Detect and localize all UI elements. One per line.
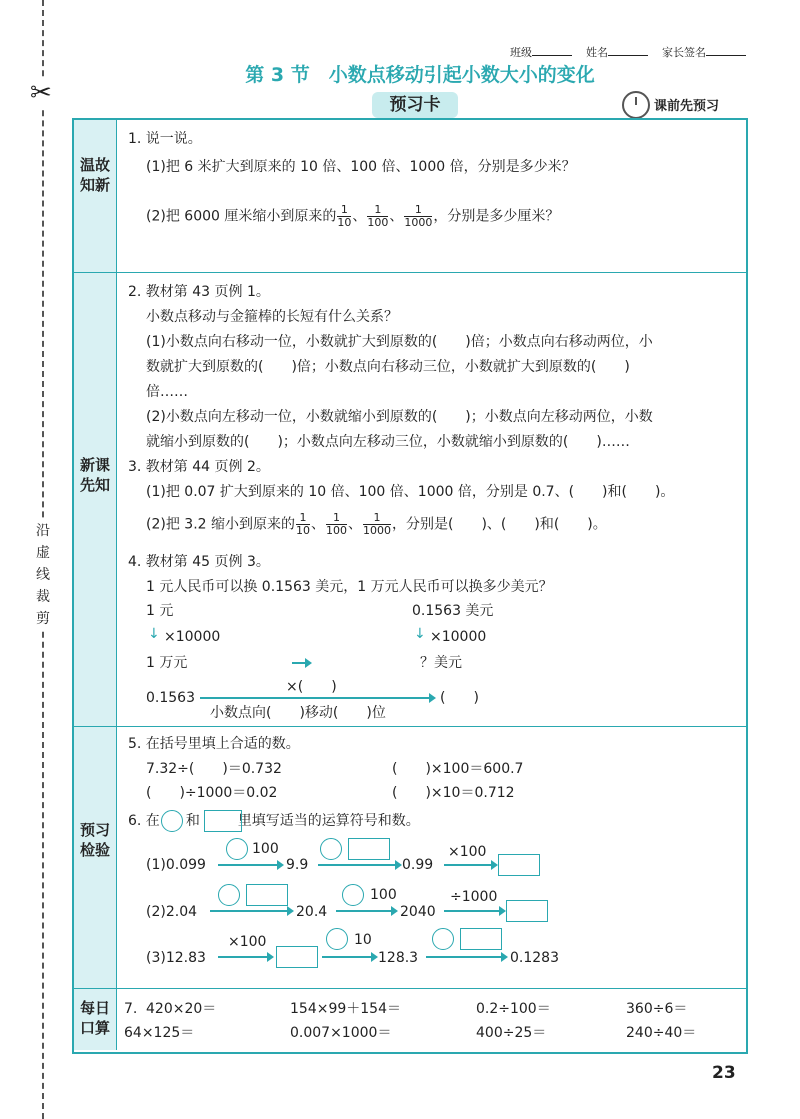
chain-number: 100 (252, 841, 279, 857)
circle-blank-sample (161, 810, 183, 832)
question-1-part-2: (2)把 6000 厘米缩小到原来的 $\frac{1}{10}$ 、 $\frac{1}{100}$ 、 $\frac{1}{1000}$ ，分别是多少厘米？ (146, 203, 560, 229)
fraction: $\frac{1}{1000}$ (404, 203, 433, 229)
divider (74, 726, 746, 727)
answer-box-blank[interactable] (276, 946, 318, 968)
preview-card-title: 预习卡 (372, 92, 458, 118)
operation-blank[interactable]: ×( ) (286, 679, 337, 695)
right-arrow-icon (210, 910, 288, 912)
divider (74, 988, 746, 989)
chain-operation: ÷1000 (450, 889, 498, 905)
fraction: $\frac{1}{100}$ (367, 203, 389, 229)
parent-signature-label: 家长签名 (662, 44, 746, 60)
right-arrow-icon (292, 662, 306, 664)
answer-box-blank[interactable] (506, 900, 548, 922)
down-arrow-icon: ↓ (414, 626, 426, 642)
right-arrow-icon (322, 956, 372, 958)
mental-math-item[interactable]: 64×125＝ (124, 1025, 195, 1041)
question-1-part-1: (1)把 6 米扩大到原来的 10 倍、100 倍、1000 倍，分别是多少米？ (146, 159, 576, 175)
preview-label: 课前先预习 (654, 99, 720, 114)
number-box-blank[interactable] (460, 928, 502, 950)
section-label-new-lesson: 新课先知 (79, 456, 110, 494)
question-2-line: 小数点移动与金箍棒的长短有什么关系？ (146, 309, 398, 325)
question-7-number: 7. (124, 1001, 138, 1017)
operator-circle-blank[interactable] (320, 838, 342, 860)
mental-math-item[interactable]: 360÷6＝ (626, 1001, 688, 1017)
page-title: 第 3 节 小数点移动引起小数大小的变化 (245, 64, 595, 86)
multiplier-label: ×10000 (430, 629, 487, 645)
fill-blank-item[interactable]: 7.32÷( )＝0.732 (146, 761, 282, 777)
divider (74, 272, 746, 273)
decimal-move-blank[interactable]: 小数点向( )移动( )位 (210, 705, 386, 721)
chain-number: 10 (354, 932, 372, 948)
fraction: $\frac{1}{1000}$ (363, 511, 391, 537)
chain-number: 100 (370, 887, 397, 903)
section-sidebar (74, 120, 117, 1050)
number-box-blank[interactable] (348, 838, 390, 860)
question-2-line: 数就扩大到原数的( )倍；小数点向右移动三位，小数就扩大到原数的( ) (146, 359, 630, 375)
question-2-heading: 2. 教材第 43 页例 1。 (128, 284, 270, 300)
right-arrow-icon (444, 910, 500, 912)
cut-label: 沿虚线裁剪 (34, 520, 52, 630)
one-yuan-label: 1 元 (146, 603, 174, 619)
question-2-line: (1)小数点向右移动一位，小数就扩大到原数的( )倍；小数点向右移动两位，小 (146, 334, 653, 350)
multiplier-label: ×10000 (164, 629, 221, 645)
class-label: 班级 (510, 44, 572, 60)
answer-box-blank[interactable] (498, 854, 540, 876)
chain-3-start: (3)12.83 (146, 950, 206, 966)
question-4-heading: 4. 教材第 45 页例 3。 (128, 554, 270, 570)
dollar-rate-label: 0.1563 美元 (412, 603, 494, 619)
section-label-mental-math: 每日口算 (79, 999, 110, 1037)
chain-value: 0.1283 (510, 950, 559, 966)
chain-2-start: (2)2.04 (146, 904, 198, 920)
operator-circle-blank[interactable] (226, 838, 248, 860)
operator-circle-blank[interactable] (326, 928, 348, 950)
clock-icon (622, 91, 650, 119)
section-label-review: 温故知新 (79, 156, 110, 194)
chain-1-start: (1)0.099 (146, 857, 206, 873)
chain-value: 20.4 (296, 904, 328, 920)
fraction: $\frac{1}{10}$ (337, 203, 352, 229)
result-blank[interactable]: ( ) (440, 690, 479, 706)
mental-math-item[interactable]: 400÷25＝ (476, 1025, 547, 1041)
question-2-line: 就缩小到原数的( )；小数点向左移动三位，小数就缩小到原数的( )…… (146, 434, 630, 450)
unknown-dollars-label: ？美元 (420, 655, 462, 671)
question-2-line: 倍…… (146, 384, 188, 400)
start-value: 0.1563 (146, 690, 195, 706)
scissors-icon: ✂ (30, 78, 52, 108)
right-arrow-icon (318, 864, 396, 866)
ten-thousand-yuan-label: 1 万元 (146, 655, 188, 671)
chain-value: 0.99 (402, 857, 434, 873)
chain-value: 2040 (400, 904, 436, 920)
question-6-heading: 6. 在 和 里填写适当的运算符号和数。 (128, 813, 420, 829)
right-arrow-icon (444, 864, 492, 866)
question-5-heading: 5. 在括号里填上合适的数。 (128, 736, 300, 752)
fill-blank-item[interactable]: ( )×100＝600.7 (392, 761, 524, 777)
right-arrow-icon (218, 864, 278, 866)
mental-math-item[interactable]: 0.2÷100＝ (476, 1001, 551, 1017)
right-arrow-icon (200, 697, 430, 699)
operator-circle-blank[interactable] (432, 928, 454, 950)
question-1-heading: 1. 说一说。 (128, 131, 202, 147)
right-arrow-icon (336, 910, 392, 912)
chain-operation: ×100 (228, 934, 267, 950)
page-number: 23 (712, 1063, 736, 1083)
name-label: 姓名 (586, 44, 648, 60)
question-4-problem: 1 元人民币可以换 0.1563 美元，1 万元人民币可以换多少美元？ (146, 579, 553, 595)
question-2-line: (2)小数点向左移动一位，小数就缩小到原数的( )；小数点向左移动两位，小数 (146, 409, 653, 425)
mental-math-item[interactable]: 154×99＋154＝ (290, 1001, 401, 1017)
right-arrow-icon (426, 956, 502, 958)
operator-circle-blank[interactable] (342, 884, 364, 906)
question-3-part-1: (1)把 0.07 扩大到原来的 10 倍、100 倍、1000 倍，分别是 0.7、( )和( )。 (146, 484, 675, 500)
mental-math-item[interactable]: 0.007×1000＝ (290, 1025, 392, 1041)
box-blank-sample (204, 810, 242, 832)
fill-blank-item[interactable]: ( )×10＝0.712 (392, 785, 515, 801)
fraction: $\frac{1}{10}$ (296, 511, 310, 537)
mental-math-item[interactable]: 240÷40＝ (626, 1025, 697, 1041)
number-box-blank[interactable] (246, 884, 288, 906)
fill-blank-item[interactable]: ( )÷1000＝0.02 (146, 785, 278, 801)
mental-math-item[interactable]: 420×20＝ (146, 1001, 217, 1017)
right-arrow-icon (218, 956, 268, 958)
chain-value: 9.9 (286, 857, 309, 873)
question-3-part-2: (2)把 3.2 缩小到原来的 $\frac{1}{10}$ 、 $\frac{1}{100}$ 、 $\frac{1}{1000}$ ，分别是( )、( )和( )。 (146, 511, 607, 537)
chain-value: 128.3 (378, 950, 419, 966)
chain-operation: ×100 (448, 844, 487, 860)
question-3-heading: 3. 教材第 44 页例 2。 (128, 459, 270, 475)
down-arrow-icon: ↓ (148, 626, 160, 642)
fraction: $\frac{1}{100}$ (326, 511, 347, 537)
section-label-check: 预习检验 (79, 821, 110, 859)
operator-circle-blank[interactable] (218, 884, 240, 906)
